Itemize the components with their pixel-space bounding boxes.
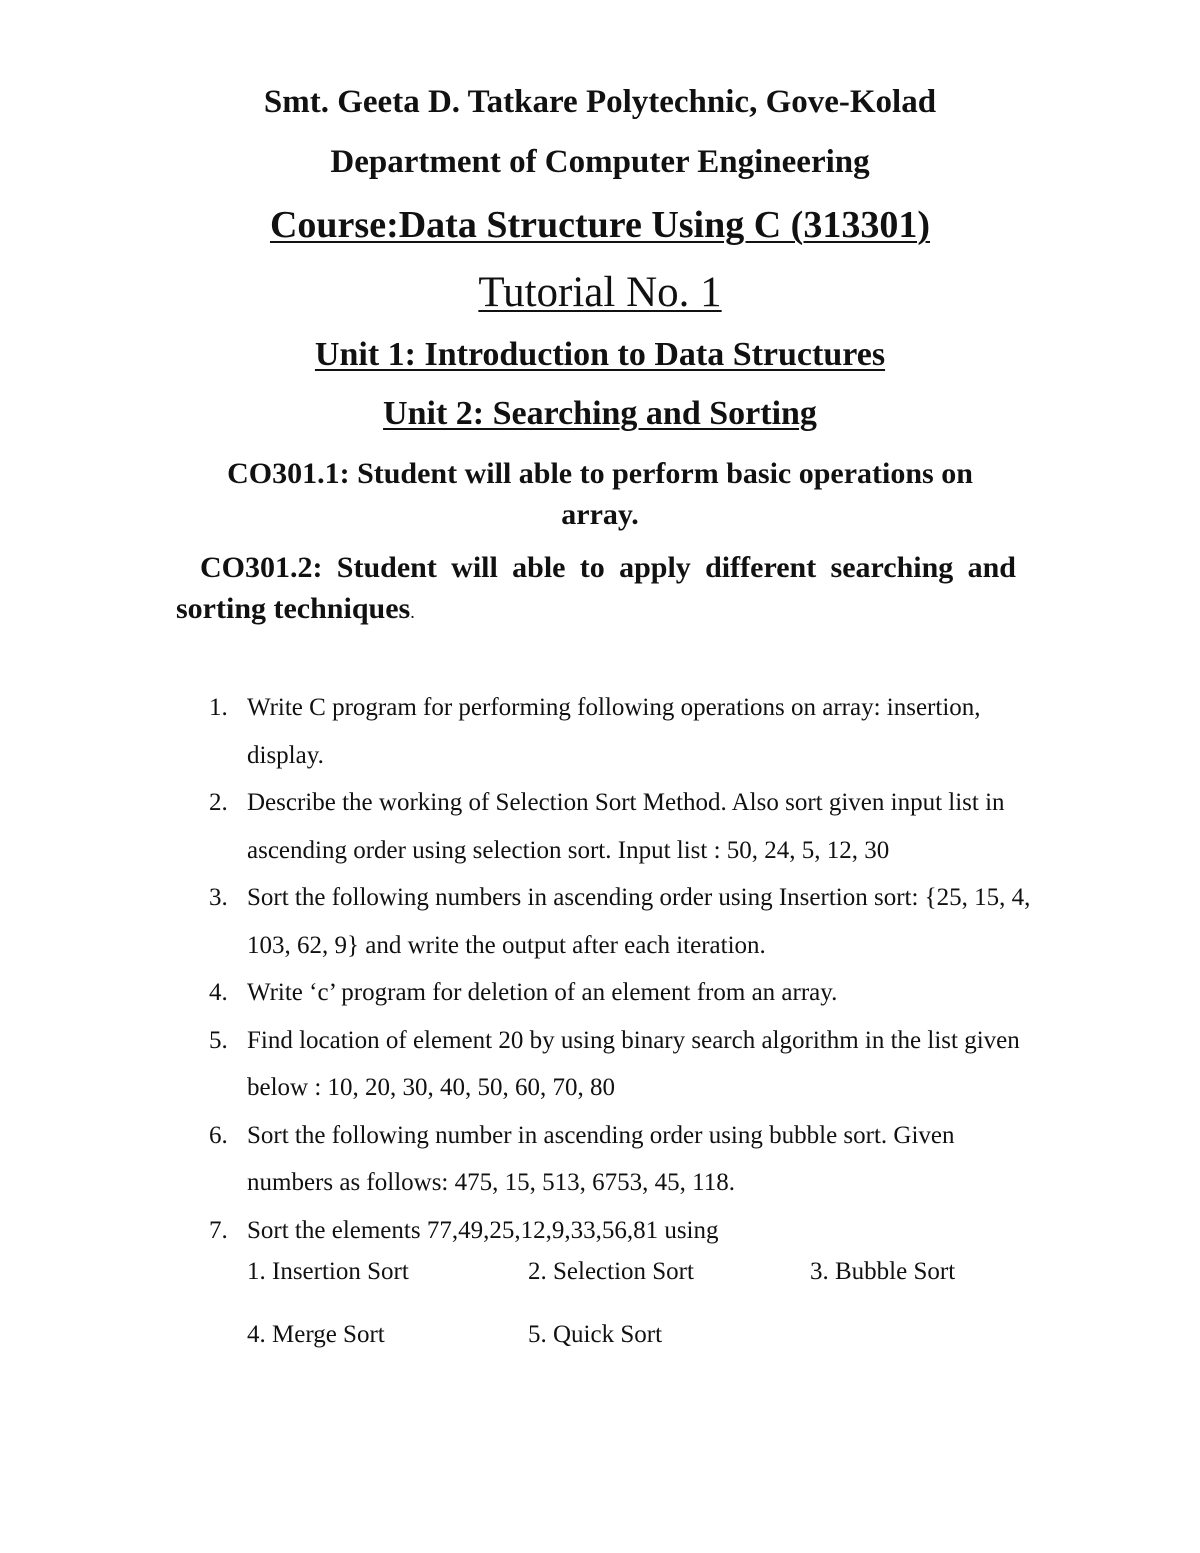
question-number: 7. bbox=[209, 1216, 228, 1244]
unit-2-heading: Unit 2: Searching and Sorting bbox=[383, 395, 817, 432]
course-outcome-2-text: CO301.2: Student will able to apply different searching and sorting techniques bbox=[176, 551, 1016, 625]
department-name: Department of Computer Engineering bbox=[330, 144, 870, 180]
course-title: Course:Data Structure Using C (313301) bbox=[269, 204, 930, 246]
sort-method-quick: 5. Quick Sort bbox=[528, 1321, 663, 1348]
question-number: 5. bbox=[209, 1026, 228, 1054]
question-item bbox=[0, 779, 1037, 874]
question-item bbox=[0, 969, 1037, 1017]
question-item bbox=[0, 1112, 1037, 1207]
question-number: 4. bbox=[209, 979, 228, 1006]
question-number: 2. bbox=[209, 789, 228, 816]
question-item bbox=[0, 1207, 1037, 1255]
question-number: 1. bbox=[209, 694, 228, 721]
sort-method-merge: 4. Merge Sort bbox=[247, 1321, 385, 1348]
question-item bbox=[0, 684, 1037, 779]
question-item bbox=[0, 874, 1037, 969]
course-outcome-2-period: . bbox=[410, 602, 415, 622]
question-text: Find location of element 20 by using binary search algorithm in the list given below : 10, 20, 30, 40, 50, 60, 70, 80 bbox=[247, 1026, 1020, 1101]
unit-1-heading: Unit 1: Introduction to Data Structures bbox=[314, 336, 886, 373]
course-outcome-2 bbox=[176, 547, 1016, 633]
question-number: 6. bbox=[209, 1121, 228, 1149]
question-item bbox=[0, 1017, 1037, 1112]
question-text: Write ‘c’ program for deletion of an element from an array. bbox=[247, 979, 838, 1006]
question-text: Write C program for performing following operations on array: insertion, display. bbox=[247, 694, 981, 769]
course-outcome-1: CO301.1: Student will able to perform basic operations on array. bbox=[227, 457, 973, 531]
question-text: Sort the elements 77,49,25,12,9,33,56,81 using bbox=[247, 1216, 719, 1244]
question-number: 3. bbox=[209, 884, 228, 911]
question-text: Describe the working of Selection Sort Method. Also sort given input list in ascending order using selection sort. Input list : 50, 24, 5, 12, 30 bbox=[247, 789, 1005, 864]
sort-method-bubble: 3. Bubble Sort bbox=[810, 1258, 956, 1285]
tutorial-number: Tutorial No. 1 bbox=[478, 269, 722, 316]
question-text: Sort the following number in ascending order using bubble sort. Given numbers as follows: 475, 15, 513, 6753, 45, 118. bbox=[247, 1121, 955, 1196]
sort-method-selection: 2. Selection Sort bbox=[528, 1258, 694, 1285]
question-text: Sort the following numbers in ascending order using Insertion sort: {25, 15, 4, 103, 62, 9} and write the output after each iteration. bbox=[247, 884, 1031, 959]
sort-method-insertion: 1. Insertion Sort bbox=[247, 1258, 409, 1285]
question-list bbox=[0, 684, 1200, 1254]
institution-name: Smt. Geeta D. Tatkare Polytechnic, Gove-Kolad bbox=[263, 84, 937, 120]
